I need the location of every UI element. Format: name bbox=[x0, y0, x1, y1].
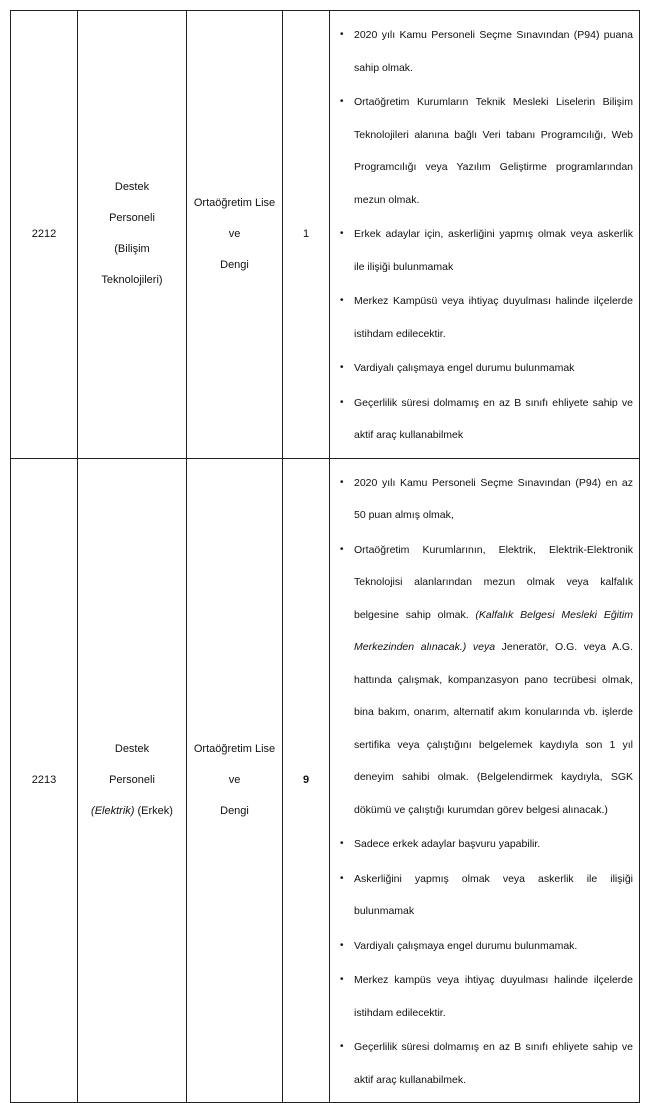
education-level bbox=[187, 11, 283, 459]
requirement-item: • Geçerlilik süresi dolmamış en az B sınıfı ehliyete sahip ve aktif araç kullanabilmek. bbox=[354, 1031, 633, 1096]
positions-table bbox=[10, 10, 640, 1103]
requirement-item bbox=[354, 534, 633, 827]
requirement-item: • Geçerlilik süresi dolmamış en az B sınıfı ehliyete sahip ve aktif araç kullanabilmek bbox=[354, 387, 633, 452]
requirements-cell bbox=[330, 11, 640, 459]
position-title-italic: (Elektrik) bbox=[91, 804, 135, 817]
position-count: 9 bbox=[283, 458, 330, 1103]
requirement-item: • Vardiyalı çalışmaya engel durumu bulunmamak bbox=[354, 352, 633, 385]
position-title bbox=[78, 11, 187, 459]
education-line: Ortaöğretim Lise ve bbox=[193, 196, 276, 240]
position-title-line: Teknolojileri) bbox=[101, 274, 163, 287]
position-code: 2212 bbox=[11, 11, 78, 459]
education-line: Ortaöğretim Lise ve bbox=[193, 742, 276, 786]
position-title-line: Destek bbox=[114, 742, 150, 755]
requirement-item: • Erkek adaylar için, askerliğini yapmış olmak veya askerlik ile ilişiği bulunmamak bbox=[354, 218, 633, 283]
requirement-item: • Askerliğini yapmış olmak veya askerlik ile ilişiği bulunmamak bbox=[354, 863, 633, 928]
education-line: Dengi bbox=[220, 804, 249, 817]
requirement-item: • Ortaöğretim Kurumların Teknik Mesleki Liselerin Bilişim Teknolojileri alanına bağlı Veri tabanı Programcılığı, Web Programcılığı veya Yazılım Geliştirme programlarından mezun olmak. bbox=[354, 86, 633, 216]
education-level bbox=[187, 458, 283, 1103]
requirement-text: Jeneratör, O.G. veya A.G. hattında çalışmak, kompanzasyon pano tecrübesi olmak, bina bakım, onarım, alternatif akım konularında vb. işlerde sertifika veya çalıştığını belgelemek kaydıyla son 1 yıl deneyim sahibi olmak. (Belgelendirmek kaydıyla, SGK dökümü ve çalıştığı kurumdan görev belgesi alınacak.) bbox=[354, 641, 634, 816]
requirement-item: • Sadece erkek adaylar başvuru yapabilir. bbox=[354, 828, 633, 861]
requirement-item: • Merkez Kampüsü veya ihtiyaç duyulması halinde ilçelerde istihdam edilecektir. bbox=[354, 285, 633, 350]
requirement-item: • 2020 yılı Kamu Personeli Seçme Sınavından (P94) puana sahip olmak. bbox=[354, 19, 633, 84]
position-title-line: Personeli bbox=[109, 212, 155, 225]
requirements-list bbox=[338, 467, 633, 1097]
table-row bbox=[11, 11, 640, 459]
position-title-line: Destek bbox=[114, 181, 150, 194]
position-title-suffix: (Erkek) bbox=[134, 804, 173, 817]
position-title-line: (Bilişim bbox=[114, 243, 150, 256]
position-title bbox=[78, 458, 187, 1103]
requirement-item: • Vardiyalı çalışmaya engel durumu bulunmamak. bbox=[354, 930, 633, 963]
requirement-item: • Merkez kampüs veya ihtiyaç duyulması halinde ilçelerde istihdam edilecektir. bbox=[354, 964, 633, 1029]
table-row bbox=[11, 458, 640, 1103]
position-code: 2213 bbox=[11, 458, 78, 1103]
position-count: 1 bbox=[283, 11, 330, 459]
position-title-line: Personeli bbox=[109, 773, 155, 786]
position-title-line bbox=[78, 796, 186, 827]
requirements-cell bbox=[330, 458, 640, 1103]
education-line: Dengi bbox=[220, 258, 249, 271]
requirement-item: • 2020 yılı Kamu Personeli Seçme Sınavından (P94) en az 50 puan almış olmak, bbox=[354, 467, 633, 532]
requirements-list bbox=[338, 19, 633, 452]
requirement-note-italic: (Kalfalık Belgesi Mesleki Eğitim Merkezinden alınacak.) veya bbox=[354, 608, 633, 653]
requirement-text: Ortaöğretim Kurumlarının, Elektrik, Elektrik-Elektronik Teknolojisi alanlarından mezun olmak veya kalfalık belgesine sahip olmak. bbox=[354, 543, 633, 621]
